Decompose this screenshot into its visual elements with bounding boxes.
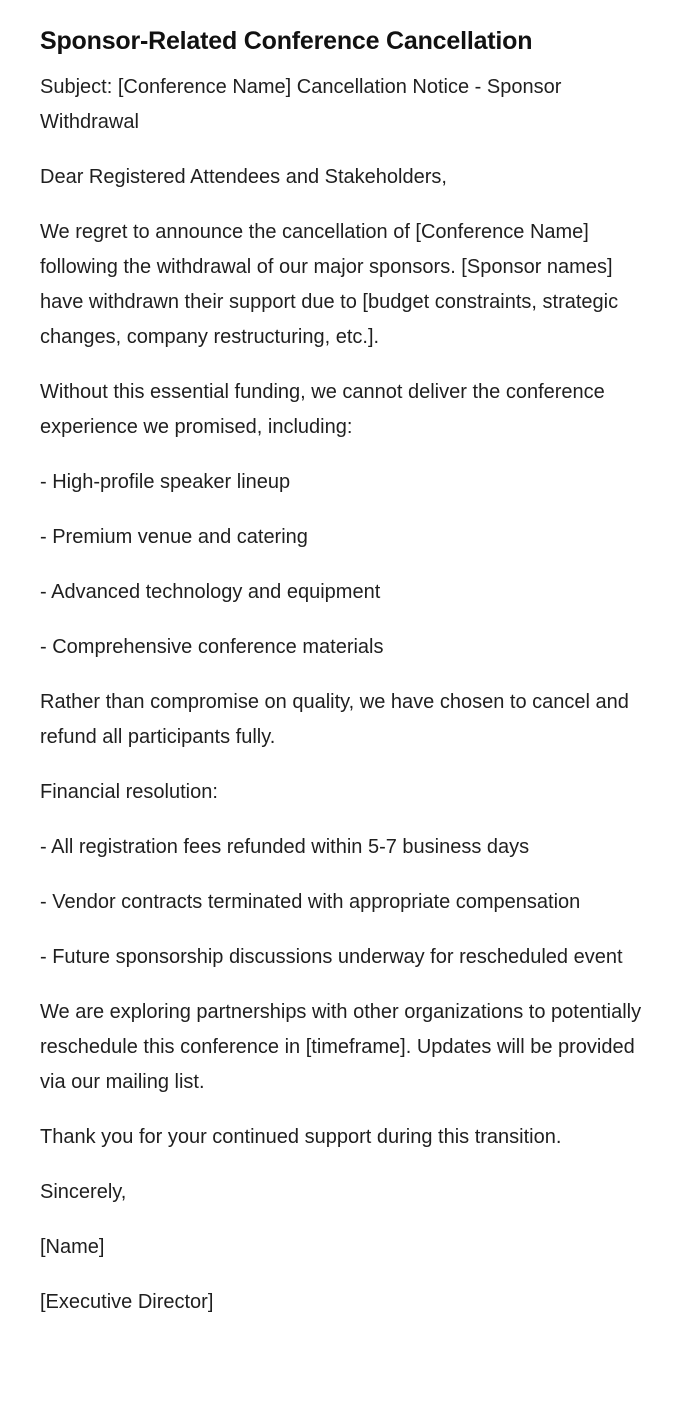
list-item: - Comprehensive conference materials: [40, 636, 384, 658]
body-paragraph: We are exploring partnerships with other organizations to potentially reschedule this conference in [timeframe]. Updates will be provided via our mailing list.: [40, 1001, 642, 1093]
section-label: Financial resolution:: [40, 781, 218, 803]
document-body: [40, 70, 660, 1320]
closing: Sincerely,: [40, 1181, 127, 1203]
list-item: - All registration fees refunded within 5-7 business days: [40, 836, 530, 858]
list-item: - High-profile speaker lineup: [40, 471, 291, 493]
body-paragraph: Rather than compromise on quality, we have chosen to cancel and refund all participants fully.: [40, 691, 629, 748]
document-title: Sponsor-Related Conference Cancellation: [40, 27, 533, 55]
body-paragraph: We regret to announce the cancellation of [Conference Name] following the withdrawal of our major sponsors. [Sponsor names] have withdrawn their support due to [budget constraints, strategic changes, company restructuring, etc.].: [40, 221, 619, 348]
body-paragraph: Without this essential funding, we cannot deliver the conference experience we promised, including:: [40, 381, 605, 438]
subject-line: Subject: [Conference Name] Cancellation Notice - Sponsor Withdrawal: [40, 76, 562, 133]
list-item: - Premium venue and catering: [40, 526, 308, 548]
list-item: - Future sponsorship discussions underway for rescheduled event: [40, 946, 623, 968]
salutation: Dear Registered Attendees and Stakeholders,: [40, 166, 447, 188]
list-item: - Vendor contracts terminated with appropriate compensation: [40, 891, 581, 913]
signature-title: [Executive Director]: [40, 1291, 214, 1313]
list-item: - Advanced technology and equipment: [40, 581, 381, 603]
body-paragraph: Thank you for your continued support during this transition.: [40, 1126, 562, 1148]
signature-name: [Name]: [40, 1236, 105, 1258]
